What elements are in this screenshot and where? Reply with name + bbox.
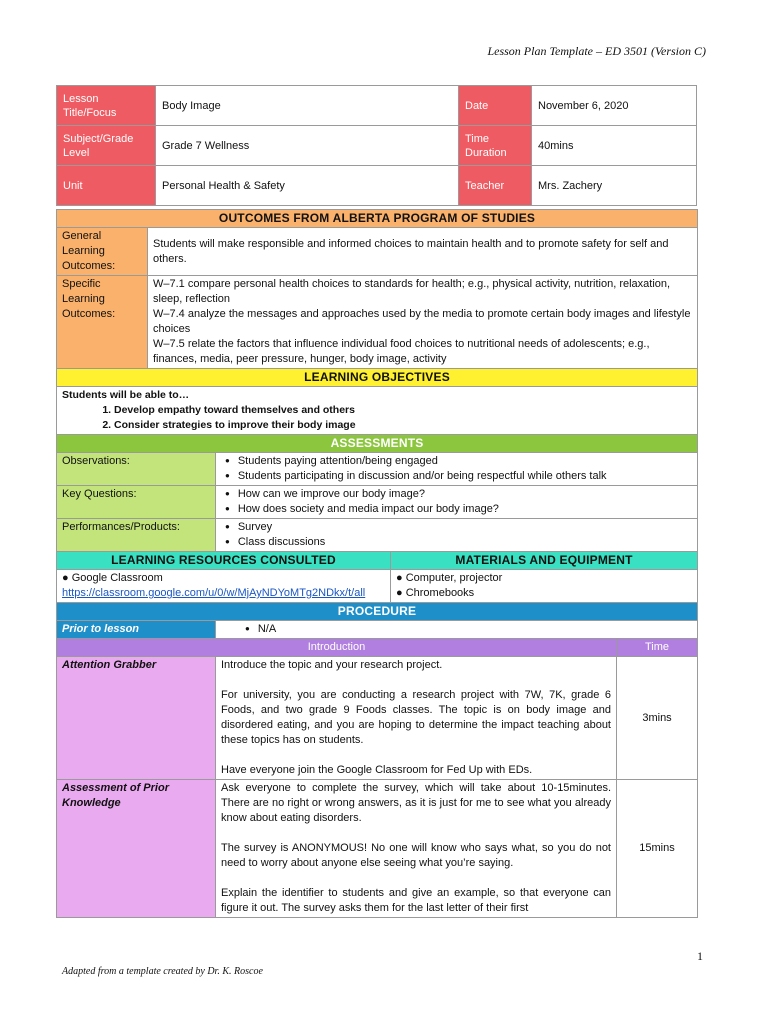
assessment-label: Key Questions: [57, 486, 216, 519]
lesson-info-table [56, 85, 697, 206]
assessment-item: ● Students paying attention/being engaged [239, 454, 692, 469]
attention-grabber-text [216, 657, 617, 780]
unit-value: Personal Health & Safety [156, 166, 459, 206]
outcomes-title: OUTCOMES FROM ALBERTA PROGRAM OF STUDIES [57, 210, 698, 228]
objectives-body [57, 387, 698, 435]
procedure-title: PROCEDURE [57, 603, 698, 621]
assessment-label: Observations: [57, 453, 216, 486]
materials-title: MATERIALS AND EQUIPMENT [391, 552, 698, 570]
prior-knowledge-text [216, 780, 617, 918]
resource-item: ● Google Classroom [62, 572, 163, 584]
assessment-label: Performances/Products: [57, 519, 216, 552]
assessments-title: ASSESSMENTS [57, 435, 698, 453]
lesson-main-table [56, 209, 698, 918]
specific-outcome: W–7.1 compare personal health choices to standards for health; e.g., physical activity, nutrition, relaxation, sleep, reflection [153, 278, 671, 305]
paragraph: Ask everyone to complete the survey, which will take about 10-15minutes. There are no right or wrong answers, as it is just for me to see what you already know about eating disorders. [221, 782, 611, 824]
prior-knowledge-time: 15mins [617, 780, 698, 918]
paragraph: Introduce the topic and your research project. [221, 659, 443, 671]
lesson-title-value: Body Image [156, 86, 459, 126]
document-header: Lesson Plan Template – ED 3501 (Version C) [487, 44, 706, 58]
assessment-item: ● How does society and media impact our body image? [239, 502, 692, 517]
paragraph: Explain the identifier to students and give an example, so that everyone can figure it out. The survey asks them for the last letter of their first [221, 887, 611, 914]
subject-label: Subject/Grade Level [57, 126, 156, 166]
lesson-title-label: Lesson Title/Focus [57, 86, 156, 126]
date-value: November 6, 2020 [532, 86, 697, 126]
assessment-item: ● Survey [239, 520, 692, 535]
material-item: ● Chromebooks [396, 587, 475, 599]
attention-grabber-time: 3mins [617, 657, 698, 780]
objectives-title: LEARNING OBJECTIVES [57, 369, 698, 387]
unit-label: Unit [57, 166, 156, 206]
teacher-value: Mrs. Zachery [532, 166, 697, 206]
introduction-header: Introduction [57, 639, 617, 657]
paragraph: For university, you are conducting a research project with 7W, 7K, grade 6 Foods, and two grade 9 Foods classes. The topic is on body image and disordered eating, and you are hoping to determine the impact teaching about these topics has on students. [221, 689, 611, 746]
google-classroom-link[interactable]: https://classroom.google.com/u/0/w/MjAyNDYoMTg2NDkx/t/all [62, 587, 366, 599]
prior-lesson-value [216, 621, 698, 639]
specific-outcomes-label: Specific Learning Outcomes: [57, 276, 148, 369]
time-label: Time Duration [459, 126, 532, 166]
general-outcomes-label: General Learning Outcomes: [57, 228, 148, 276]
specific-outcome: W–7.5 relate the factors that influence individual food choices to nutritional needs of adolescents; e.g., finances, media, peer pressure, hunger, body image, activity [153, 338, 650, 365]
assessment-items [216, 519, 698, 552]
resources-title: LEARNING RESOURCES CONSULTED [57, 552, 391, 570]
prior-lesson-item: ● N/A [259, 622, 692, 637]
time-value: 40mins [532, 126, 697, 166]
assessment-item: ● Class discussions [239, 535, 692, 550]
date-label: Date [459, 86, 532, 126]
prior-lesson-label: Prior to lesson [57, 621, 216, 639]
resources-body [57, 570, 391, 603]
subject-value: Grade 7 Wellness [156, 126, 459, 166]
objective-item: 1. Develop empathy toward themselves and others [114, 403, 692, 418]
paragraph: The survey is ANONYMOUS! No one will know who says what, so you do not need to worry about anyone else seeing what you’re saying. [221, 842, 611, 869]
attention-grabber-label: Attention Grabber [57, 657, 216, 780]
assessment-items [216, 453, 698, 486]
specific-outcomes-list [148, 276, 698, 369]
footer-credit: Adapted from a template created by Dr. K. Roscoe [62, 966, 263, 977]
objective-item: 2. Consider strategies to improve their body image [114, 418, 692, 433]
assessment-item: ● How can we improve our body image? [239, 487, 692, 502]
assessment-items [216, 486, 698, 519]
specific-outcome: W–7.4 analyze the messages and approaches used by the media to promote certain body images and lifestyle choices [153, 308, 691, 335]
page-number: 1 [697, 949, 703, 963]
materials-body [391, 570, 698, 603]
paragraph: Have everyone join the Google Classroom for Fed Up with EDs. [221, 764, 533, 776]
time-header: Time [617, 639, 698, 657]
assessment-item: ● Students participating in discussion and/or being respectful while others talk [239, 469, 692, 484]
prior-knowledge-label: Assessment of Prior Knowledge [57, 780, 216, 918]
material-item: ● Computer, projector [396, 572, 503, 584]
teacher-label: Teacher [459, 166, 532, 206]
general-outcomes-text: Students will make responsible and informed choices to maintain health and to promote safety for self and others. [148, 228, 698, 276]
objectives-intro: Students will be able to… [62, 389, 190, 401]
